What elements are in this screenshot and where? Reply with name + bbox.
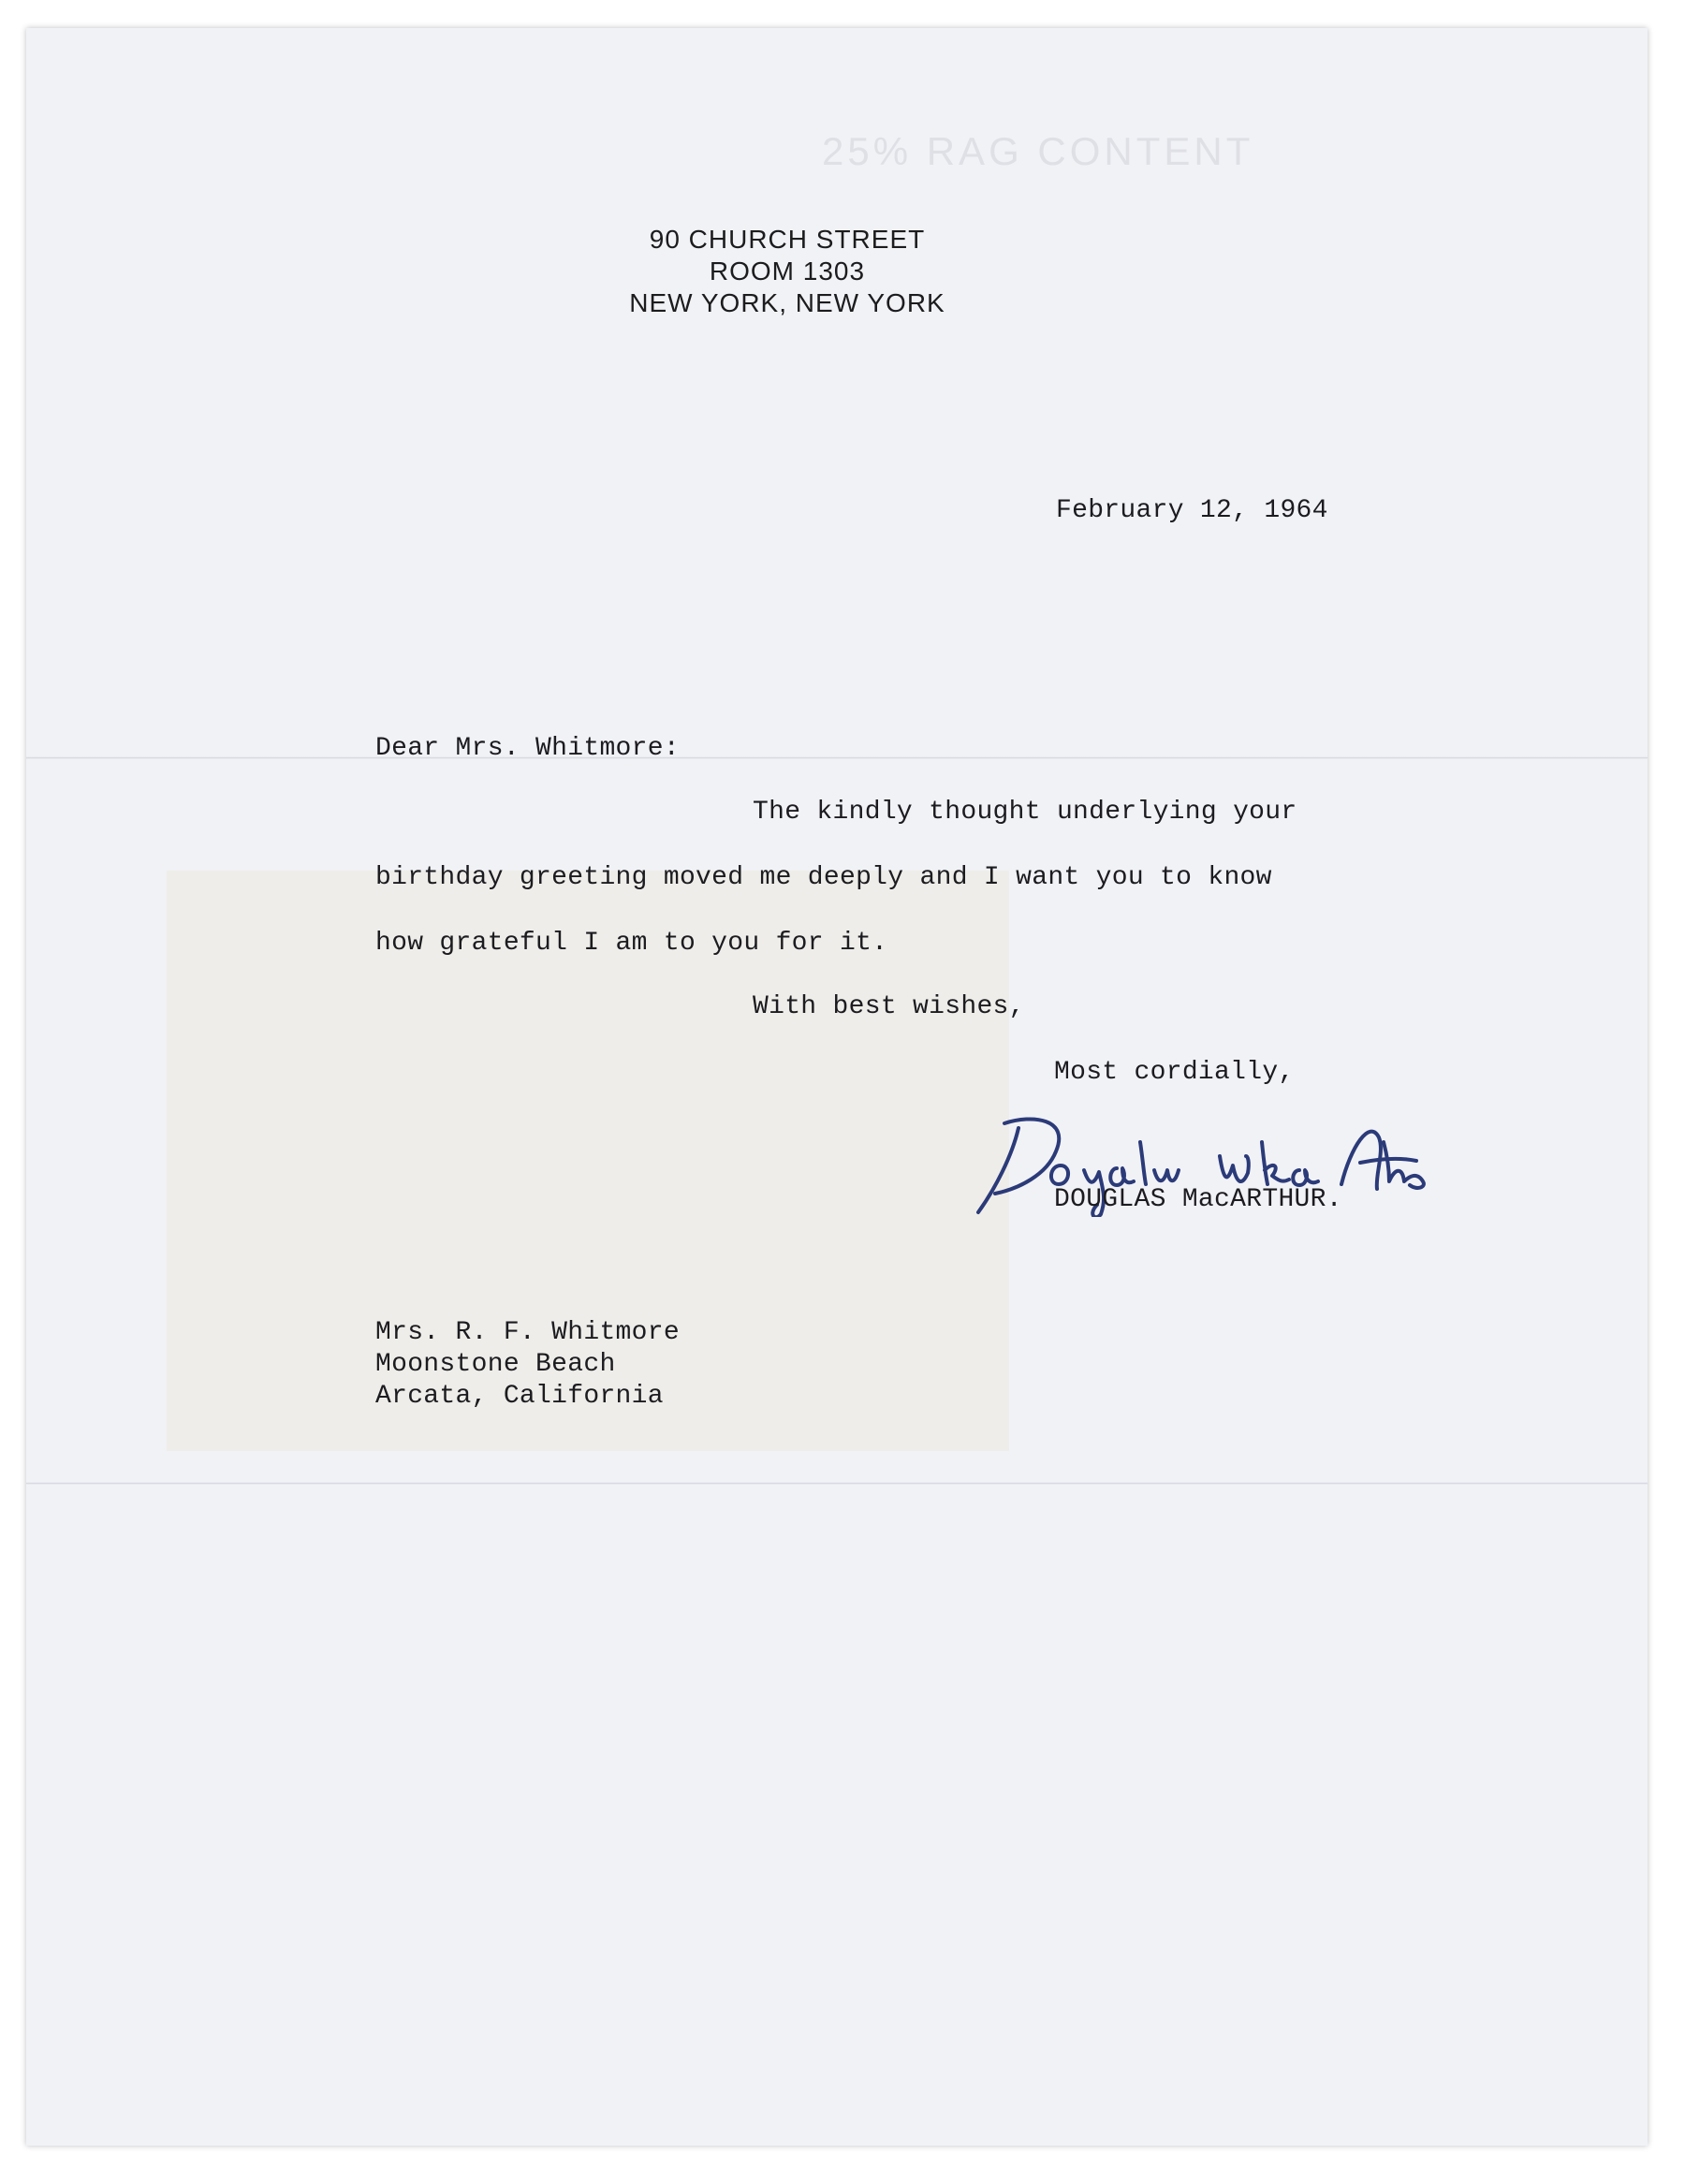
signer-name: DOUGLAS MacARTHUR. <box>1054 1185 1342 1214</box>
recipient-street: Moonstone Beach <box>375 1350 616 1379</box>
paper-watermark: 25% RAG CONTENT <box>822 129 1254 173</box>
body-line: The kindly thought underlying your <box>753 798 1297 827</box>
fold-crease-upper <box>26 756 1648 759</box>
recipient-city: Arcata, California <box>375 1382 664 1411</box>
letter-page <box>26 28 1648 2146</box>
body-line: how grateful I am to you for it. <box>375 929 888 958</box>
body-line: birthday greeting moved me deeply and I want you to know <box>375 863 1272 892</box>
fold-crease-lower <box>26 1482 1648 1485</box>
closing-wishes: With best wishes, <box>753 992 1025 1021</box>
salutation: Dear Mrs. Whitmore: <box>375 734 680 763</box>
recipient-name: Mrs. R. F. Whitmore <box>375 1318 680 1347</box>
complimentary-close: Most cordially, <box>1054 1058 1295 1087</box>
letter-date: February 12, 1964 <box>1056 496 1328 525</box>
letterhead-city: NEW YORK, NEW YORK <box>629 288 945 317</box>
letterhead-room: ROOM 1303 <box>709 257 866 286</box>
letterhead-street: 90 CHURCH STREET <box>649 225 926 254</box>
